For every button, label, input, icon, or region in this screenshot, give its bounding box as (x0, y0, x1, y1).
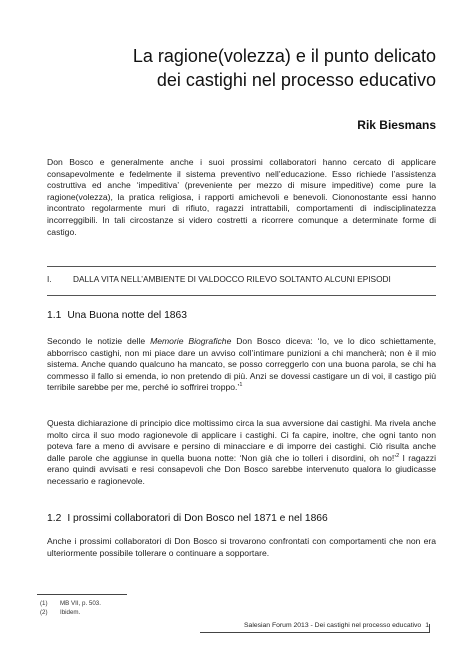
subsection-1-paragraph-1 (47, 336, 436, 394)
subsection-heading-1 (47, 310, 187, 321)
book-title-italic: Memorie Biografiche (150, 336, 232, 346)
paragraph-text-continued: I ragazzi erano quindi avvisati e resi consapevoli che Don Bosco sarebbe intervenuto qualora lo giudicasse necessario e ragionevole. (47, 452, 436, 486)
section-number: I. (47, 274, 52, 284)
footnote-text: MB VII, p. 503. (60, 600, 101, 607)
footnote-mark: (1) (40, 600, 48, 607)
section-rule-bottom (47, 295, 436, 296)
subsection-heading-2 (47, 513, 328, 524)
subsection-number-1: 1.1 (47, 310, 62, 321)
article-title-line-1: La ragione(volezza) e il punto delicato (132, 46, 436, 66)
footnote-text: Ibidem. (60, 609, 81, 616)
subsection-title-1: Una Buona notte del 1863 (67, 310, 187, 321)
footnote-2 (40, 608, 101, 617)
paragraph-text: Questa dichiarazione di principio dice moltissimo circa la sua avversione dai castighi. Ma rivela anche molto circa il suo modo ragionevole di applicare i castighi. Ci fa capire, inoltre, che ogni tanto non poteva fare a meno di avvisare e persino di minacciare e di imporre dei castighi. Ciò risulta anche dalle parole che aggiunse in quella buona notte: ‘Non già che io tolleri i disordini, oh no!’ (47, 418, 436, 463)
footnote-mark: (2) (40, 609, 48, 616)
quote-text: Don Bosco diceva: ‘Io, ve lo dico schiettamente, abborrisco castighi, non mi piace dare un avviso coll’intimare punizioni a chi mancherà; non è il mio sistema. Anche quando qualcuno ha mancato, se posso correggerlo con una buona parola, se chi ha commesso il fallo si emenda, io non pretendo di più. Anzi se dovessi castigare un di voi, il castigo più terribile sarebbe per me, perché io soffrirei troppo.’ (47, 336, 436, 393)
footnote-ref-1: 1 (239, 382, 243, 389)
subsection-number-2: 1.2 (47, 513, 62, 524)
footnote-1 (40, 599, 101, 608)
article-title-line-2: dei castighi nel processo educativo (156, 70, 436, 90)
footnote-ref-2: 2 (396, 452, 400, 459)
intro-paragraph: Don Bosco e generalmente anche i suoi prossimi collaboratori hanno cercato di applicare consapevolmente e fedelmente il sistema preventivo nell’educazione. Esso richiede l’assistenza costruttiva ed anche ‘impeditiva’ (preveniente per mezzo di misure impeditive) come pure la ragione(volezza), la pratica religiosa, i rapporti amichevoli e benevoli. Ciononostante essi hanno incontrato regolarmente muri di rifiuto, ragazzi intrattabili, comportamenti di indisciplinatezza incorreggibili. In tali circostanze si videro costretti a ricorrere comunque a determinate forme di castigo. (47, 157, 436, 237)
running-title: Salesian Forum 2013 - Dei castighi nel processo educativo (244, 622, 422, 629)
footnote-separator (37, 594, 127, 595)
section-rule-top (47, 266, 436, 267)
article-author: Rik Biesmans (357, 118, 436, 132)
subsection-1-paragraph-2 (47, 418, 436, 488)
section-heading (47, 272, 436, 286)
footer-rule-tick (429, 624, 430, 633)
page-number: 1 (425, 622, 429, 629)
paragraph-text: Secondo le notizie delle (47, 336, 151, 346)
subsection-2-paragraph: Anche i prossimi collaboratori di Don Bosco si trovarono confrontati con comportamenti che non era ulteriormente possibile tollerare o continuare a sopportare. (47, 536, 436, 558)
footer-rule (200, 632, 429, 633)
article-title (56, 44, 436, 92)
page-footer (244, 622, 429, 629)
footnotes (40, 599, 101, 617)
subsection-title-2: I prossimi collaboratori di Don Bosco nel 1871 e nel 1866 (67, 513, 328, 524)
section-title: DALLA VITA NELL’AMBIENTE DI VALDOCCO RILEVO SOLTANTO ALCUNI EPISODI (73, 274, 391, 284)
